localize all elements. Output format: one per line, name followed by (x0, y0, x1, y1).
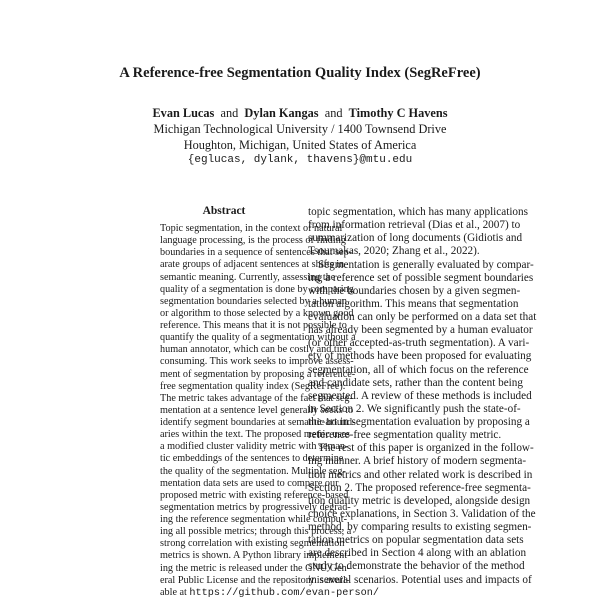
abstract-line (160, 586, 379, 600)
abstract-line: proposed metric with existing reference-based (160, 489, 349, 501)
body-line: tion metrics and other related work is described in (308, 468, 533, 481)
abstract-body (160, 223, 379, 600)
abstract-line: eral Public License and the repository is avail- (160, 574, 350, 586)
body-line: from information retrieval (Dias et al., 2007) to (308, 219, 521, 232)
body-line: (or other accepted-as-truth segmentation). A vari- (308, 337, 530, 350)
paper-title: A Reference-free Segmentation Quality Index (SegReFree) (119, 65, 481, 81)
body-line: ing manner. A brief history of modern segmenta- (308, 455, 527, 468)
body-line: are described in Section 4 along with an ablation (308, 547, 527, 560)
author-separator: and (324, 106, 343, 120)
repository-link[interactable]: https://github.com/evan-person/ (189, 587, 379, 599)
abstract-line: segmentation boundaries selected by a human (160, 295, 347, 307)
abstract-line: strong correlation with existing segmentation (160, 538, 345, 550)
abstract-line: arate groups of adjacent sentences at shifts in (160, 259, 345, 271)
body-line: study to demonstrate the behavior of the method (308, 560, 525, 573)
author-list (0, 106, 600, 121)
body-line: reference-free segmentation quality metric. (308, 429, 502, 442)
body-line: tation algorithm. This means that segmentation (308, 297, 519, 310)
abstract-line: free segmentation quality index (SegReFree). (160, 380, 346, 392)
body-line: Tsoumakas, 2020; Zhang et al., 2022). (308, 245, 480, 258)
body-line: topic segmentation, which has many applications (308, 206, 528, 218)
body-line: and candidate sets, rather than the content being (308, 376, 523, 389)
body-line: segmented. A review of these methods is included (308, 389, 532, 402)
body-line: summarization of long documents (Gidiotis and (308, 232, 523, 245)
affiliation-location: Houghton, Michigan, United States of America (183, 138, 417, 152)
abstract-line: human annotator, which can be costly and time (160, 344, 352, 356)
abstract-line: language processing, is the process of finding (160, 235, 346, 247)
body-line: Section 2. The proposed reference-free segmenta- (308, 481, 531, 494)
abstract-line: ment of segmentation by proposing a reference- (160, 368, 356, 380)
abstract-line: segmentation metrics by progressively degrad- (160, 501, 351, 513)
abstract-line: a modified cluster validity metric with seman- (160, 441, 349, 453)
author-separator: and (220, 106, 239, 120)
abstract-line: reference. This means that it is not possible to (160, 320, 347, 331)
abstract-line: or algorithm to those selected by a known good (160, 307, 354, 319)
abstract-line: semantic meaning. Currently, assessing the (160, 271, 336, 283)
affiliation: Michigan Technological University / 1400 Townsend Drive (153, 122, 447, 136)
body-line: Segmentation is generally evaluated by compar- (318, 258, 534, 271)
abstract-line: ing all possible metrics; through this process, a (160, 526, 352, 538)
body-line: choice explanations, in Section 3. Validation of the (308, 507, 536, 520)
body-line: tion quality metric is developed, alongside design (308, 494, 531, 507)
abstract-text: able at (160, 586, 190, 598)
author-emails: {eglucas, dylank, thavens}@mtu.edu (187, 154, 413, 166)
abstract-line: metrics is shown. A Python library implement- (160, 550, 351, 562)
body-line: segmentation, all of which focus on the reference (308, 363, 529, 376)
body-line: in several scenarios. Potential uses and impacts of (308, 573, 532, 586)
introduction-body (308, 206, 537, 587)
abstract-line: the quality of the segmentation. Multiple seg- (160, 465, 346, 477)
body-line: tation metrics on popular segmentation data sets (308, 534, 524, 547)
body-line: has already been segmented by a human evaluator (308, 324, 533, 337)
abstract-line: boundaries in a sequence of sentences that sep- (160, 247, 353, 259)
abstract-line: The metric takes advantage of the fact that seg- (160, 392, 353, 404)
abstract-line: tic embeddings of the sentences to determine (160, 453, 344, 465)
body-line: in Section 2. We significantly push the state-of- (308, 402, 521, 415)
abstract-line: identify segment boundaries at semantic bound- (160, 417, 356, 428)
abstract-line: ing the reference segmentation while comput- (160, 514, 347, 525)
body-line: evaluation can only be performed on a data set that (308, 311, 537, 323)
abstract-line: mentation at a sentence level generally seeks to (160, 404, 354, 416)
author-name: Dylan Kangas (244, 106, 319, 120)
abstract-line: aries within the text. The proposed metric uses (160, 429, 350, 441)
body-line: with the boundaries chosen by a given segmen- (308, 284, 521, 297)
abstract-line: mentation data sets are used to compare our (160, 477, 339, 489)
abstract-line: consuming. This work seeks to improve assess- (160, 356, 354, 368)
abstract-line: quantify the quality of a segmentation without a (160, 332, 356, 344)
author-name: Timothy C Havens (348, 106, 448, 120)
abstract-line: Topic segmentation, in the context of natural (160, 223, 343, 234)
body-line: method, by comparing results to existing segmen- (308, 521, 532, 533)
body-line: The rest of this paper is organized in the follow- (318, 442, 534, 455)
body-line: the-art in segmentation evaluation by proposing a (308, 416, 530, 428)
abstract-line: quality of a segmentation is done by comparing (160, 283, 354, 295)
author-name: Evan Lucas (152, 106, 215, 120)
abstract-heading: Abstract (202, 205, 246, 217)
abstract-line: ing the metric is released under the GNU Gen- (160, 562, 351, 574)
body-line: ety of methods have been proposed for evaluating (308, 350, 532, 363)
body-line: ing a reference set of possible segment boundaries (308, 271, 534, 284)
